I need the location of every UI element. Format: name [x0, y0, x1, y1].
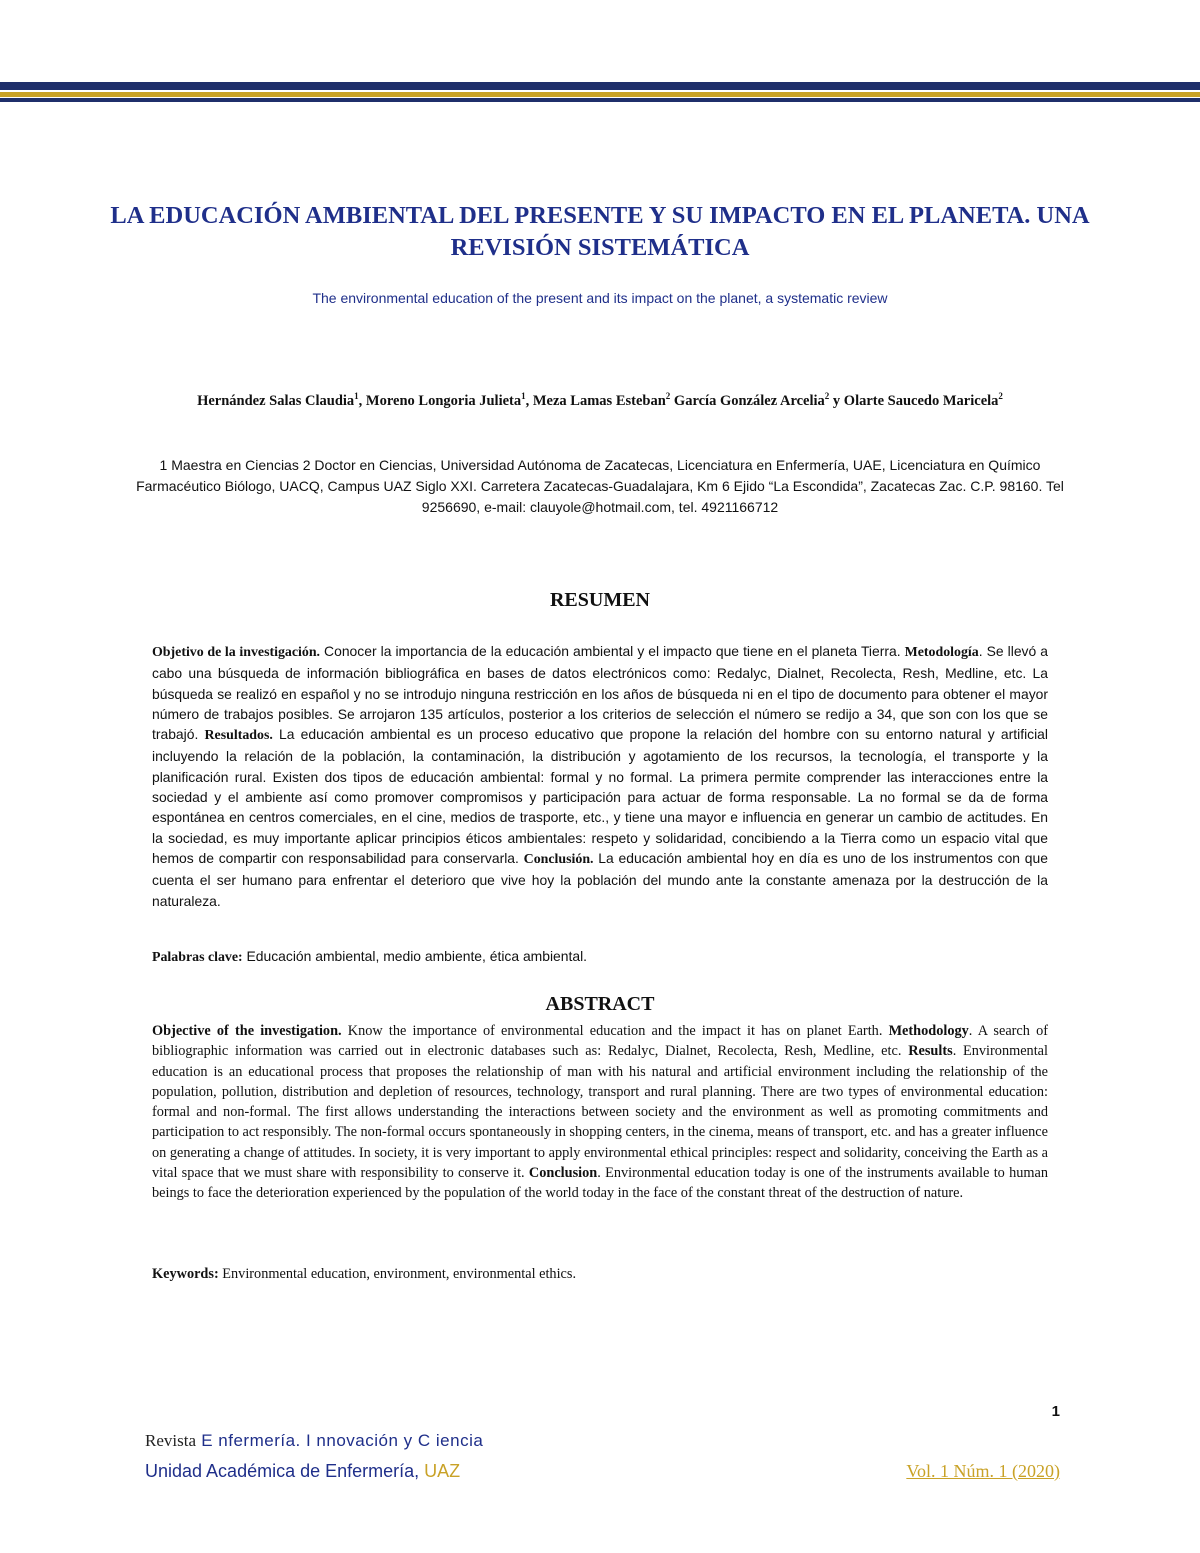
abstract-method-text: . A search of bibliographic information was carried out in electronic databases such as: Redalyc, Dialnet, Recolecta, Resh, Medline, etc. — [152, 1023, 1048, 1060]
resumen-conclusion-label: Conclusión. — [523, 851, 594, 867]
resumen-body — [152, 641, 1048, 911]
author-name: , Moreno Longoria Julieta — [358, 392, 522, 409]
abstract-heading: ABSTRACT — [545, 993, 655, 1015]
resumen-keywords-label: Palabras clave: — [152, 950, 243, 965]
author-list — [120, 386, 1080, 412]
resumen-conclusion-text: La educación ambiental hoy en día es uno de los instrumentos con que cuenta el ser humano para enfrentar el deterioro que vive hoy la población del mundo ante la constante amenaza por la destrucción de la naturaleza. — [152, 849, 1048, 909]
author-name: , Meza Lamas Esteban — [525, 392, 666, 409]
abstract-objective-label: Objective of the investigation. — [152, 1023, 342, 1039]
volume-link[interactable]: Vol. 1 Núm. 1 (2020) — [906, 1461, 1060, 1481]
author-name: García González Arcelia — [670, 392, 825, 409]
resumen-results-text: La educación ambiental es un proceso educativo que propone la relación del hombre con su entorno natural y artificial incluyendo la relación de la población, la contaminación, la distribución y agotamiento de los recursos, la tecnología, el transporte y la planificación rural. Existen dos tipos de educación ambiental: formal y no formal. La primera permite comprender las interacciones entre la sociedad y el ambiente así como promover compromisos y participación para actuar de forma responsable. La no formal se da de forma espontánea en centros comerciales, en el cine, medios de trasporte, etc., y tiene una mayor e influencia en generar un cambio de actitudes. En la sociedad, es muy importante aplicar principios éticos ambientales: respeto y solidaridad, concibiendo a la Tierra como un espacio vital que hemos de compartir con responsabilidad para conservarla. — [152, 726, 1048, 866]
abstract-keywords — [152, 1264, 1048, 1284]
resumen-results-label: Resultados. — [204, 728, 273, 744]
paper-subtitle: The environmental education of the present and its impact on the planet, a systematic review — [312, 290, 888, 306]
header-band-navy-thin — [0, 98, 1200, 102]
abstract-method-label: Methodology — [888, 1023, 969, 1039]
abstract-conclusion-text: . Environmental education today is one of the instruments available to human beings to face the deterioration experienced by the population of the world today in the face of the constant threat of the destruction of nature. — [152, 1165, 1048, 1202]
resumen-objective-text: Conocer la importancia de la educación ambiental y el impacto que tiene en el planeta Tierra. — [320, 643, 905, 659]
journal-name-rest: E nfermería. I nnovación y C iencia — [196, 1431, 484, 1450]
author-affiliation-mark: 1 — [521, 391, 526, 401]
resumen-objective-label: Objetivo de la investigación. — [152, 645, 321, 660]
abstract-keywords-text: Environmental education, environment, environmental ethics. — [218, 1266, 577, 1282]
paper-title: LA EDUCACIÓN AMBIENTAL DEL PRESENTE Y SU IMPACTO EN EL PLANETA. UNA REVISIÓN SISTEMÁTICA — [110, 202, 1090, 261]
abstract-conclusion-label: Conclusion — [528, 1165, 598, 1182]
abstract-keywords-label: Keywords: — [152, 1266, 219, 1282]
author-name: Hernández Salas Claudia — [197, 392, 355, 409]
author-affiliation-mark: 1 — [354, 391, 359, 401]
abstract-results-text: . Environmental education is an educational process that proposes the relationship of man with his natural and artificial environment including the relationship of the population, pollution, distribution and depletion of resources, technology, transport and rural planning. There are two types of environmental education: formal and non-formal. The first allows understanding the interactions between society and the environment as well as promoting commitments and participation to act responsibly. The non-formal occurs spontaneously in shopping centers, in the cinema, means of transport, etc. and has a greater influence on generating a change of attitudes. In society, it is very important to apply environmental ethical principles: respect and solidarity, conceiving the Earth as a vital space that we must share with responsibility to conserve it. — [152, 1043, 1048, 1182]
affiliation: 1 Maestra en Ciencias 2 Doctor en Ciencias, Universidad Autónoma de Zacatecas, Licenciatura en Enfermería, UAE, Licenciatura en Químico Farmacéutico Biólogo, UACQ, Campus UAZ Siglo XXI. Carretera Zacatecas-Guadalajara, Km 6 Ejido “La Escondida”, Zacatecas Zac. C.P. 98160. Tel 9256690, e-mail: clauyole@hotmail.com, tel. 4921166712 — [136, 457, 1064, 515]
author-affiliation-mark: 2 — [998, 391, 1003, 401]
journal-name-prefix: Revista — [145, 1431, 196, 1450]
page-number: 1 — [1051, 1403, 1060, 1420]
journal-name — [145, 1431, 483, 1451]
abstract-objective-text: Know the importance of environmental education and the impact it has on planet Earth. — [341, 1023, 889, 1039]
abstract-body — [152, 1021, 1048, 1204]
header-band-navy — [0, 82, 1200, 90]
resumen-keywords — [152, 946, 1048, 968]
author-affiliation-mark: 2 — [824, 391, 830, 401]
resumen-method-text: . Se llevó a cabo una búsqueda de información bibliográfica en bases de datos electrónicos como: Redalyc, Dialnet, Recolecta, Resh, Medline, etc. La búsqueda se realizó en español y no se introdujo ninguna restricción en los años de búsqueda ni en el tipo de documento para obtener el mayor número de trabajos posibles. Se arrojaron 135 artículos, posterior a los criterios de selección el número se redijo a 34, que son con los que se trabajó. — [152, 643, 1048, 743]
institution — [145, 1461, 460, 1482]
author-name: y Olarte Saucedo Maricela — [829, 392, 999, 409]
institution-uaz: UAZ — [424, 1461, 461, 1481]
resumen-keywords-text: Educación ambiental, medio ambiente, ética ambiental. — [242, 948, 588, 964]
institution-unit: Unidad Académica de Enfermería, — [145, 1461, 425, 1481]
author-affiliation-mark: 2 — [665, 391, 671, 401]
header-band-gold — [0, 92, 1200, 97]
resumen-heading: RESUMEN — [549, 589, 650, 611]
abstract-results-label: Results — [908, 1043, 953, 1060]
resumen-method-label: Metodología — [904, 645, 979, 660]
